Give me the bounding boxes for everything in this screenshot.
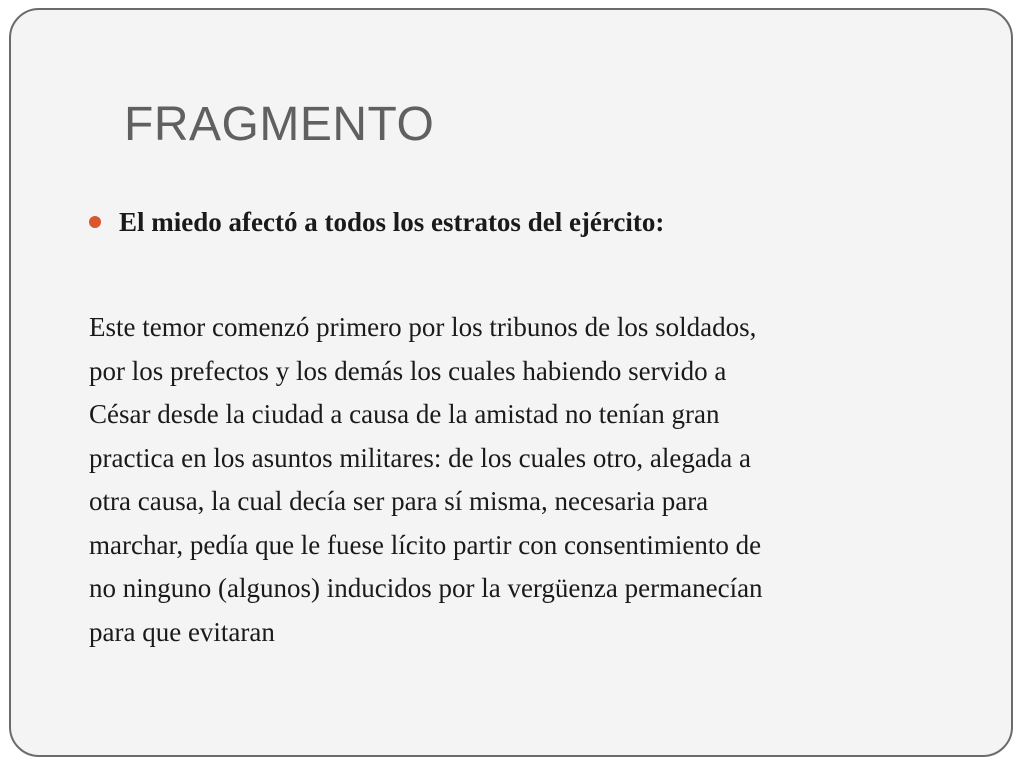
body-paragraph <box>89 306 949 654</box>
paragraph-line: marchar, pedía que le fuese lícito partir con consentimiento de <box>89 529 762 560</box>
paragraph-line: por los prefectos y los demás los cuales habiendo servido a <box>89 355 727 386</box>
paragraph-line: practica en los asuntos militares: de los cuales otro, alegada a <box>89 442 752 473</box>
paragraph-line: para que evitaran <box>89 616 275 647</box>
paragraph-line: Este temor comenzó primero por los tribunos de los soldados, <box>89 312 757 342</box>
paragraph-line: no ninguno (algunos) inducidos por la vergüenza permanecían <box>89 573 763 603</box>
bullet-item <box>89 200 664 244</box>
paragraph-line: otra causa, la cual decía ser para sí misma, necesaria para <box>89 486 709 516</box>
slide-frame <box>9 8 1013 757</box>
paragraph-line: César desde la ciudad a causa de la amistad no tenían gran <box>89 399 720 429</box>
bullet-dot-icon <box>89 216 101 228</box>
slide-title: FRAGMENTO <box>124 98 435 151</box>
bullet-list <box>89 200 664 244</box>
bullet-text: El miedo afectó a todos los estratos del ejército: <box>119 207 665 237</box>
